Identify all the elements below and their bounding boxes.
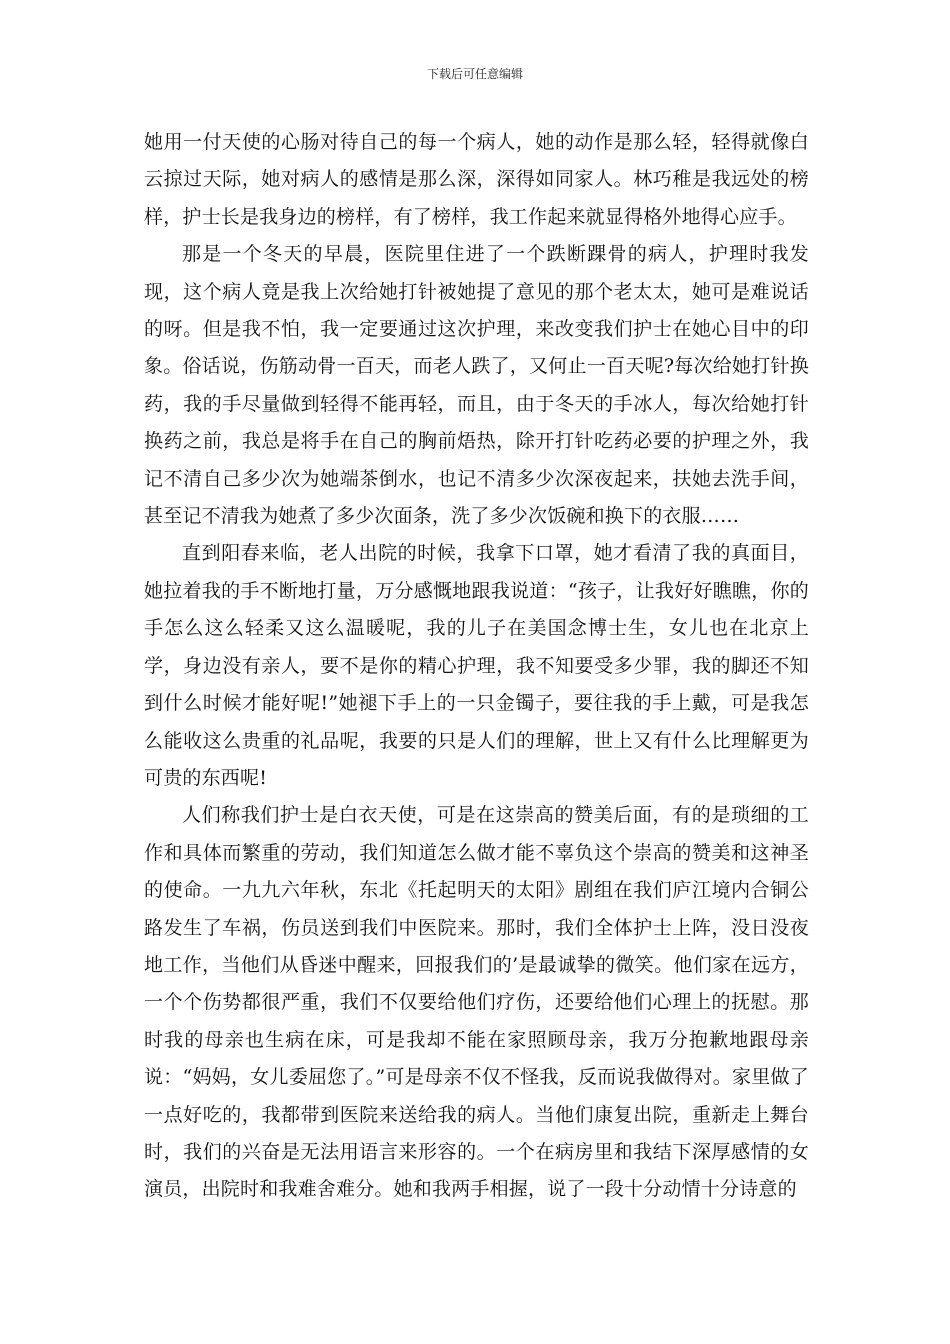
document-body [144,124,809,1209]
paragraph-3: 直到阳春来临，老人出院的时候，我拿下口罩，她才看清了我的真面目，她拉着我的手不断地打量，万分感慨地跟我说道：“孩子，让我好好瞧瞧，你的手怎么这么轻柔又这么温暖呢，我的儿子在美国念博士生，女儿也在北京上学，身边没有亲人，要不是你的精心护理，我不知要受多少罪，我的脚还不知到什么时候才能好呢!”她褪下手上的一只金镯子，要往我的手上戴，可是我怎么能收这么贵重的礼品呢，我要的只是人们的理解，世上又有什么比理解更为可贵的东西呢! [144,542,809,789]
paragraph-4: 人们称我们护士是白衣天使，可是在这崇高的赞美后面，有的是琐细的工作和具体而繁重的劳动，我们知道怎么做才能不辜负这个崇高的赞美和这神圣的使命。一九九六年秋，东北《托起明天的太阳》剧组在我们庐江境内合铜公路发生了车祸，伤员送到我们中医院来。那时，我们全体护士上阵，没日没夜地工作，当他们从昏迷中醒来，回报我们的’是最诚挚的微笑。他们家在远方，一个个伤势都很严重，我们不仅要给他们疗伤，还要给他们心理上的抚慰。那时我的母亲也生病在床，可是我却不能在家照顾母亲，我万分抱歉地跟母亲说：“妈妈，女儿委屈您了。”可是母亲不仅不怪我，反而说我做得对。家里做了一点好吃的，我都带到医院来送给我的病人。当他们康复出院，重新走上舞台时，我们的兴奋是无法用语言来形容的。一个在病房里和我结下深厚感情的女演员，出院时和我难舍难分。她和我两手相握，说了一段十分动情十分诗意的 [144,804,809,1201]
paragraph-2: 那是一个冬天的早晨，医院里住进了一个跌断踝骨的病人，护理时我发现，这个病人竟是我上次给她打针被她提了意见的那个老太太，她可是难说话的呀。但是我不怕，我一定要通过这次护理，来改变我们护士在她心目中的印象。俗话说，伤筋动骨一百天，而老人跌了，又何止一百天呢?每次给她打针换药，我的手尽量做到轻得不能再轻，而且，由于冬天的手冰人，每次给她打针换药之前，我总是将手在自己的胸前焐热，除开打针吃药必要的护理之外，我记不清自己多少次为她端茶倒水，也记不清多少次深夜起来，扶她去洗手间，甚至记不清我为她煮了多少次面条，洗了多少次饭碗和换下的衣服…… [144,243,809,528]
paragraph-1: 她用一付天使的心肠对待自己的每一个病人，她的动作是那么轻，轻得就像白云掠过天际，她对病人的感情是那么深，深得如同家人。林巧稚是我远处的榜样，护士长是我身边的榜样，有了榜样，我工作起来就显得格外地得心应手。 [144,131,809,228]
page-header: 下载后可任意编辑 [426,67,523,81]
